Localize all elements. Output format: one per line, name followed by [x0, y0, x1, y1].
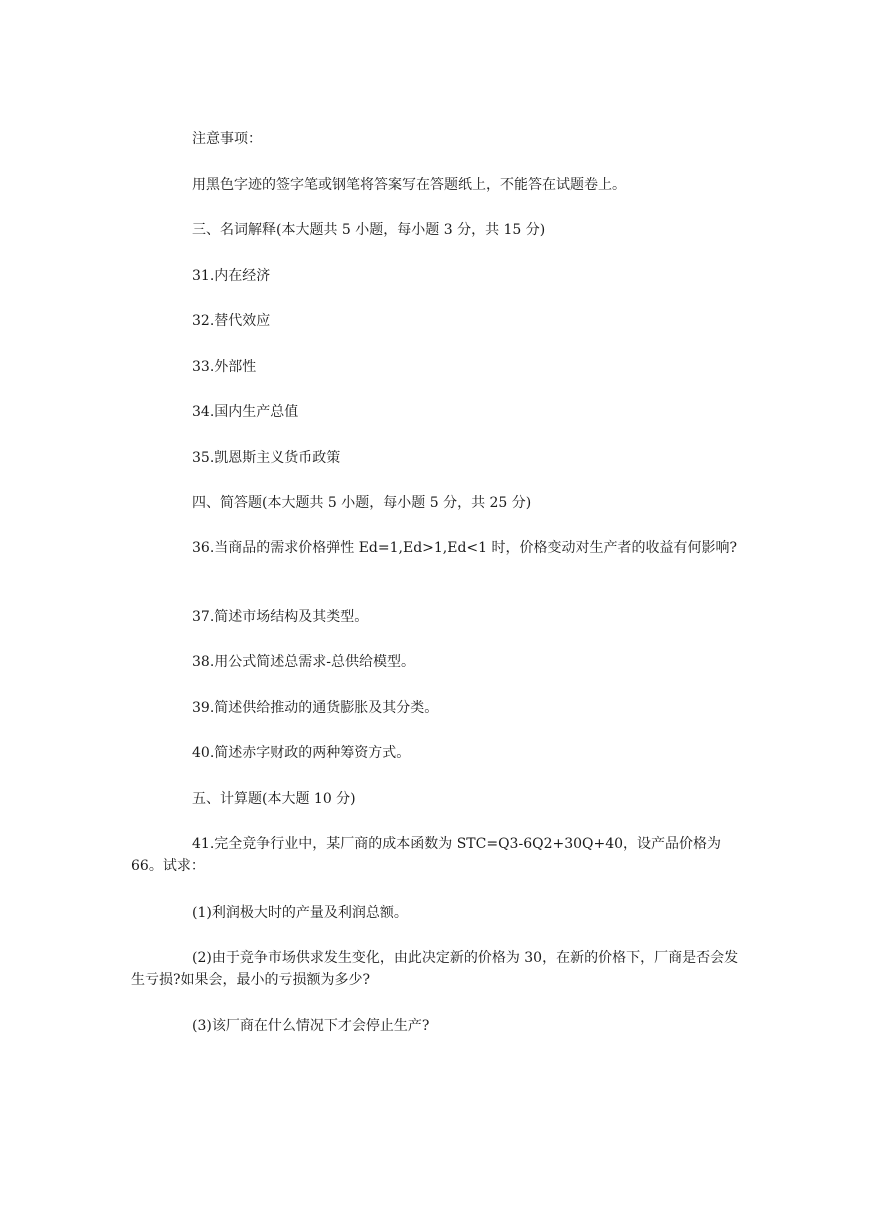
term-item: 32.替代效应	[192, 313, 271, 329]
calc-subitem: (2)由于竞争市场供求发生变化，由此决定新的价格为 30，在新的价格下，厂商是否会发生亏损?如果会，最小的亏损额为多少?	[131, 950, 739, 988]
section5-heading: 五、计算题(本大题 10 分)	[192, 791, 356, 807]
question-item: 38.用公式简述总需求-总供给模型。	[192, 654, 415, 670]
question-item: 39.简述供给推动的通货膨胀及其分类。	[192, 700, 439, 716]
question-item: 37.简述市场结构及其类型。	[192, 609, 369, 625]
calc-question: 41.完全竞争行业中，某厂商的成本函数为 STC=Q3-6Q2+30Q+40，设产品价格为 66。试求：	[131, 836, 722, 874]
section4-heading: 四、简答题(本大题共 5 小题，每小题 5 分，共 25 分)	[192, 495, 532, 511]
notice-title: 注意事项：	[192, 131, 262, 147]
term-item: 34.国内生产总值	[192, 404, 299, 420]
question-item: 40.简述赤字财政的两种筹资方式。	[192, 745, 411, 761]
term-item: 33.外部性	[192, 359, 257, 375]
calc-subitem: (1)利润极大时的产量及利润总额。	[192, 905, 408, 921]
notice-text: 用黑色字迹的签字笔或钢笔将答案写在答题纸上，不能答在试题卷上。	[192, 177, 626, 193]
question-item: 36.当商品的需求价格弹性 Ed=1,Ed>1,Ed<1 时，价格变动对生产者的收益有何影响?	[192, 540, 738, 556]
term-item: 31.内在经济	[192, 268, 271, 284]
calc-subitem: (3)该厂商在什么情况下才会停止生产?	[192, 1018, 430, 1034]
section3-heading: 三、名词解释(本大题共 5 小题，每小题 3 分，共 15 分)	[192, 222, 546, 238]
term-item: 35.凯恩斯主义货币政策	[192, 450, 341, 466]
